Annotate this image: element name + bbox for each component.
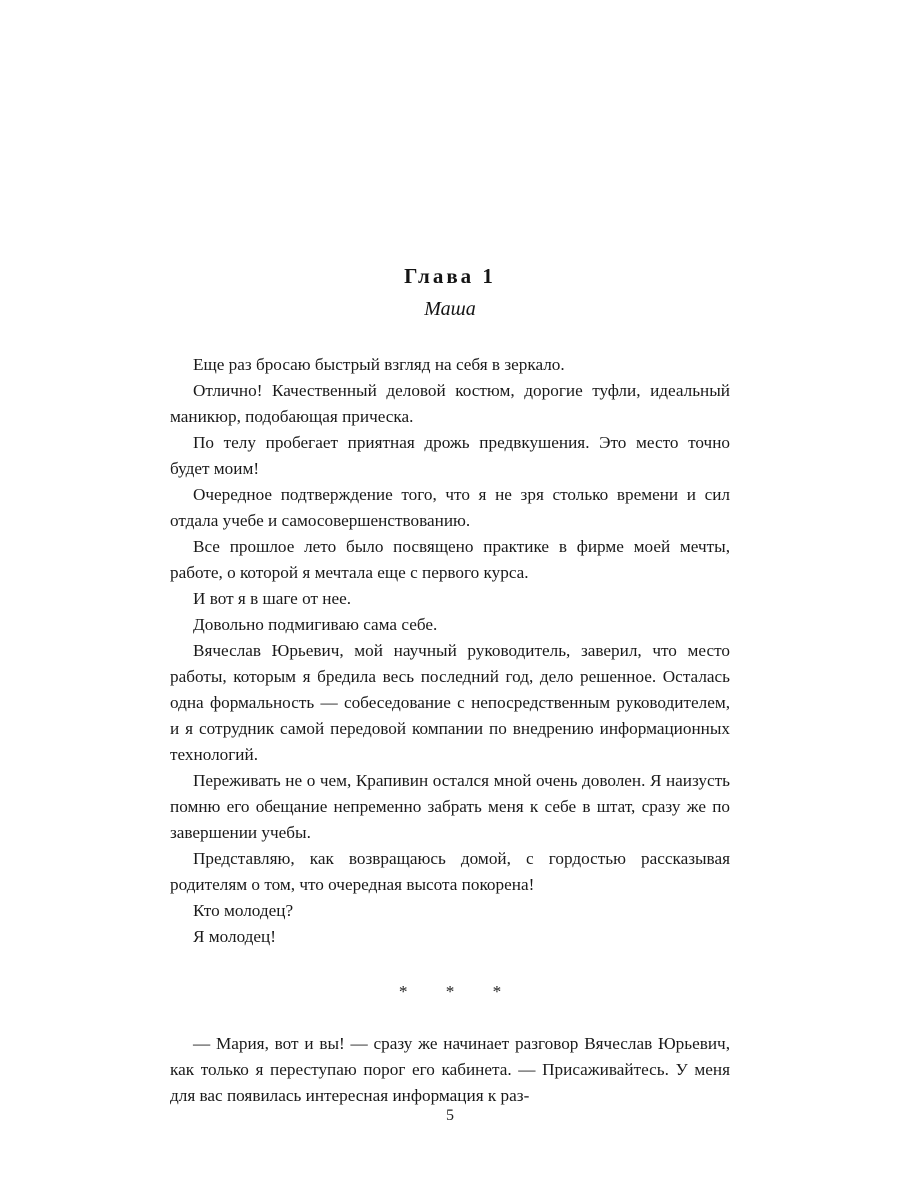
paragraph: Довольно подмигиваю сама себе. — [193, 615, 438, 634]
paragraph: Еще раз бросаю быстрый взгляд на себя в зеркало. — [193, 355, 565, 374]
paragraph: Переживать не о чем, Крапивин остался мной очень доволен. Я наизусть помню его обещание непременно забрать меня к себе в штат, сразу же по завершении учебы. — [170, 771, 730, 842]
chapter-title: Глава 1 — [404, 264, 496, 288]
paragraph: Представляю, как возвращаюсь домой, с гордостью рассказывая родителям о том, что очередная высота покорена! — [170, 849, 730, 894]
paragraph: Очередное подтверждение того, что я не зря столько времени и сил отдала учебе и самосовершенствованию. — [170, 485, 730, 530]
paragraph: Кто молодец? — [193, 901, 294, 920]
page-number: 5 — [446, 1107, 454, 1124]
chapter-subtitle: Маша — [424, 298, 476, 320]
paragraph: Я молодец! — [193, 927, 276, 946]
paragraph: По телу пробегает приятная дрожь предвкушения. Это место точно будет моим! — [170, 433, 730, 478]
page-text-block — [170, 262, 730, 1109]
scene-break-separator: * * * — [398, 982, 519, 1001]
paragraph: Все прошлое лето было посвящено практике в фирме моей мечты, работе, о которой я мечтала еще с первого курса. — [170, 537, 730, 582]
paragraph: — Мария, вот и вы! — сразу же начинает разговор Вячеслав Юрьевич, как только я переступаю порог его кабинета. — Присаживайтесь. У меня для вас появилась интересная информация к раз- — [170, 1034, 730, 1105]
paragraph: Отлично! Качественный деловой костюм, дорогие туфли, идеальный маникюр, подобающая прическа. — [170, 381, 730, 426]
paragraph: И вот я в шаге от нее. — [193, 589, 352, 608]
paragraph: Вячеслав Юрьевич, мой научный руководитель, заверил, что место работы, которым я бредила весь последний год, дело решенное. Осталась одна формальность — собеседование с непосредственным руководителем, и я сотрудник самой передовой компании по внедрению информационных технологий. — [170, 641, 730, 764]
